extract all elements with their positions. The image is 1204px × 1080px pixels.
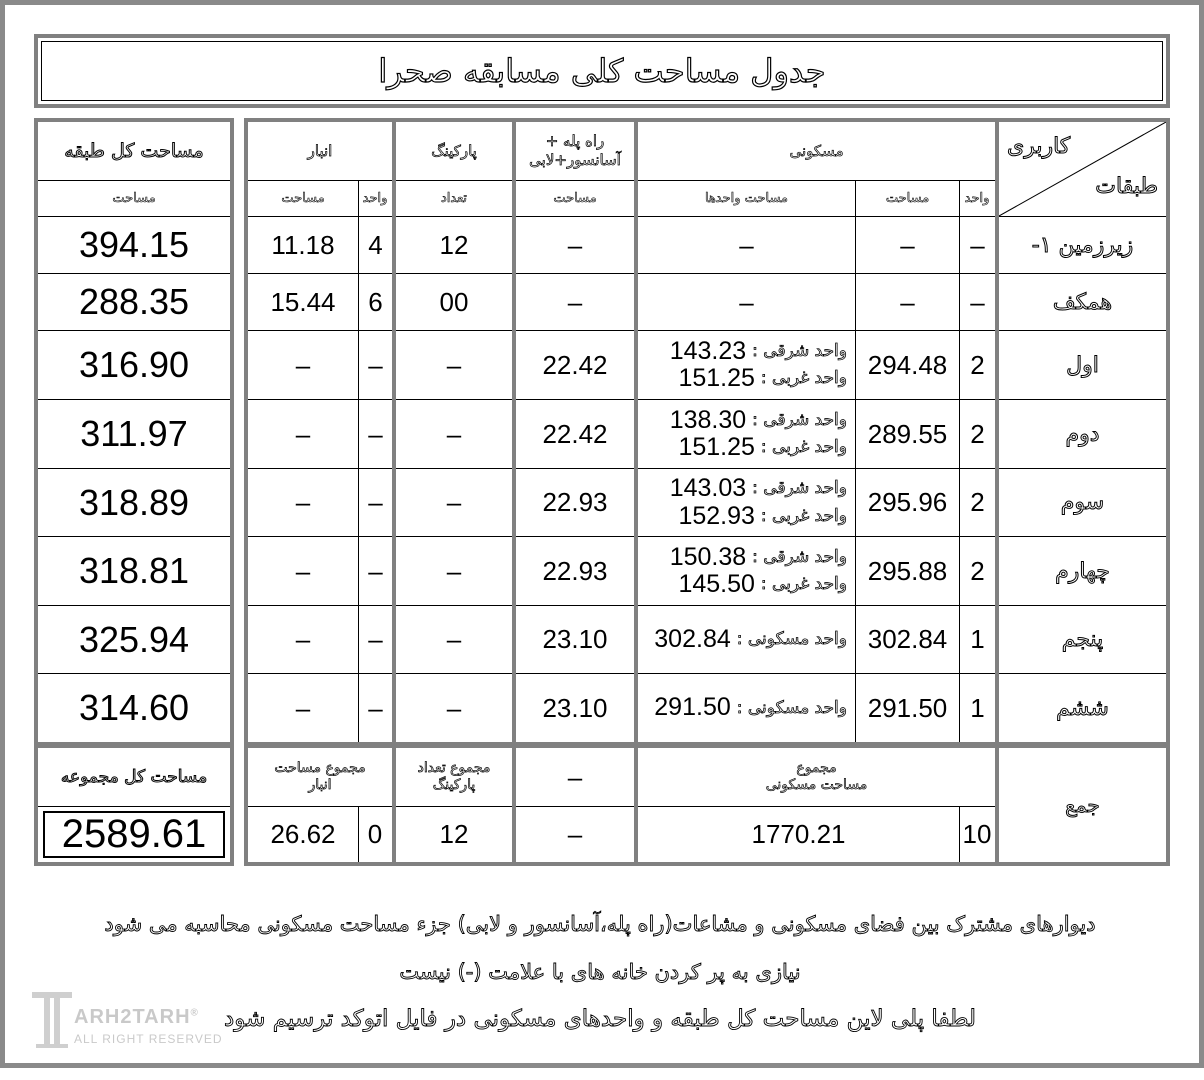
storage-units: – [368,418,383,449]
residential-area: – [900,229,915,260]
east-unit-label: واحد شرقی : [752,409,847,430]
east-unit-area: 138.30 [669,405,747,434]
grand-total-box [43,811,225,858]
east-unit-line [670,544,847,572]
totals-residential-header-line1: مجموع [796,759,837,776]
residential-area: 302.84 [867,624,948,654]
totals-label: جمع [1065,793,1100,817]
residential-units: 2 [970,555,985,586]
floor-name: دوم [1065,421,1100,447]
east-unit-line [670,338,847,366]
west-unit-label: واحد غربی : [760,368,847,389]
residential-unit-label: واحد مسکونی : [736,697,847,718]
storage-area: 11.18 [271,229,335,260]
total-area-subheader: مساحت [112,191,156,206]
residential-unit-area: 302.84 [654,624,731,653]
totals-storage-area: 26.62 [270,819,336,849]
totals-parking-header [396,748,512,806]
residential-unit-label: واحد مسکونی : [736,629,847,650]
floor-total-area: 316.90 [78,344,190,385]
parking-count: – [446,418,462,449]
residential-unit-line [654,626,847,654]
totals-parking-value: 12 [439,819,469,849]
title-box [34,34,1170,108]
residential-units: – [970,229,985,260]
floor-name: پنجم [1061,627,1104,652]
residential-units: 1 [970,692,985,723]
stair-header [516,122,634,180]
residential-header: مسکونی [789,141,844,160]
floor-name: همکف [1052,289,1113,315]
usage-floors-header [999,122,1166,216]
residential-area: 289.55 [867,418,948,449]
total-floor-area-header: مساحت کل طبقه [64,140,204,162]
east-unit-area: 143.03 [669,474,747,502]
page-title: جدول مساحت کلی مسابقه صحرا [378,52,826,90]
totals-residential-area: 1770.21 [751,819,846,849]
east-unit-label: واحد شرقی : [752,546,847,567]
totals-stair-value: – [567,819,583,849]
residential-units: 2 [970,487,985,517]
residential-units-header: واحد [964,191,990,206]
stair-area: 23.10 [542,692,608,723]
west-unit-area: 145.50 [678,570,755,598]
west-unit-area: 151.25 [678,364,755,392]
unit-areas-header: مساحت واحدها [704,191,789,206]
parking-count: – [446,349,462,380]
storage-header: انبار [307,141,333,160]
west-unit-line [678,571,847,599]
storage-area: – [295,487,311,517]
floor-total-area: 394.15 [78,224,190,265]
stair-header-line1: راه پله + [545,132,605,151]
storage-area: – [295,349,311,380]
west-unit-line [678,503,847,531]
stair-area: 22.93 [542,487,608,517]
residential-unit-line [654,694,847,722]
note-dash-cells: نیازی به پر کردن خانه های با علامت (-) نیست [399,960,801,984]
floor-name: زیرزمین ۱- [1031,232,1134,258]
parking-count: 12 [439,229,469,260]
east-unit-line [670,475,847,503]
west-unit-area: 152.93 [678,501,755,530]
storage-area: – [295,555,311,586]
totals-stair-header: – [567,761,583,792]
unit-breakdown [638,537,855,605]
storage-area-header: مساحت [281,191,325,206]
totals-residential-header-line2: مساحت مسکونی [765,777,868,793]
parking-count: – [446,555,462,586]
floors-header: طبقات [1095,174,1158,199]
residential-units: 2 [970,349,985,380]
residential-area: 294.48 [867,349,948,380]
totals-storage-header-line2: انبار [308,777,332,793]
storage-area: 15.44 [270,286,336,317]
parking-count: 00 [439,286,469,317]
residential-area: 295.96 [867,487,948,517]
storage-area: – [295,418,311,449]
totals-residential-units: 10 [962,819,992,849]
stair-area: – [567,229,583,260]
residential-area-header: مساحت [885,191,930,206]
residential-units: – [970,286,985,317]
residential-units: 2 [970,418,985,449]
east-unit-label: واحد شرقی : [752,340,847,361]
residential-area: 291.50 [867,692,948,723]
watermark-brand: ARH2TARH® [74,1006,199,1028]
stair-area: 22.93 [542,555,608,586]
floor-total-area: 318.89 [78,481,190,523]
unit-breakdown: – [739,229,754,260]
stair-header-line2: آسانسور+لابی [529,151,621,169]
stair-area: 22.42 [542,418,608,449]
watermark-logo [30,988,230,1052]
stair-area: 23.10 [542,624,608,654]
west-unit-line [678,365,847,393]
west-unit-label: واحد غربی : [760,505,847,526]
floor-name: چهارم [1055,558,1110,584]
residential-area: 295.88 [867,555,948,586]
storage-units: – [368,692,383,723]
column-logo-icon [30,990,74,1050]
unit-breakdown [638,606,855,673]
storage-area: – [295,624,311,654]
storage-units: 6 [368,286,383,317]
totals-parking-header-line1: مجموع تعداد [417,759,491,776]
floor-total-area: 288.35 [78,281,190,322]
parking-count: – [446,692,462,723]
unit-breakdown [638,331,855,399]
west-unit-line [678,434,847,462]
totals-storage-units: 0 [367,819,383,849]
grand-total-value: 2589.61 [61,812,207,856]
east-unit-area: 150.38 [669,542,747,571]
floor-total-area: 314.60 [78,687,190,728]
storage-units: – [368,349,383,380]
note-polyline: لطفا پلی لاین مساحت کل طبقه و واحدهای مسکونی در فایل اتوکد ترسیم شود [224,1006,976,1032]
storage-units: – [368,555,383,586]
stair-area-header: مساحت [553,191,597,206]
unit-breakdown [638,400,855,468]
totals-residential-header [638,748,995,806]
storage-units-header: واحد [362,191,388,206]
residential-unit-area: 291.50 [654,693,731,722]
totals-storage-header-line1: مجموع مساحت [274,759,366,776]
storage-area: – [295,692,311,723]
stair-area: – [567,286,583,317]
totals-storage-header [248,748,392,806]
floor-name: سوم [1060,490,1105,515]
floor-total-area: 318.81 [78,550,190,591]
east-unit-area: 143.23 [669,336,747,365]
floor-name: ششم [1056,695,1109,721]
unit-breakdown [638,469,855,536]
note-common-walls: دیوارهای مشترک بین فضای مسکونی و مشاعات(راه پله،آسانسور و لابی) جزء مساحت مسکونی محاسبه می شود [104,912,1096,936]
east-unit-line [670,407,847,435]
storage-units: – [368,487,383,517]
unit-breakdown [638,674,855,742]
unit-breakdown: – [739,286,754,317]
totals-parking-header-line2: پارکینگ [432,777,476,793]
floor-name: اول [1066,352,1099,378]
usage-header: کاربری [1007,134,1071,159]
parking-count: – [446,487,462,517]
east-unit-label: واحد شرقی : [752,478,847,499]
grand-total-header: مساحت کل مجموعه [60,767,208,787]
residential-area: – [900,286,915,317]
grand-total-cell [38,807,230,862]
storage-units: 4 [368,229,383,260]
storage-units: – [368,624,383,654]
floor-total-area: 325.94 [78,618,190,660]
parking-count-header: تعداد [440,191,468,206]
floor-total-area: 311.97 [80,413,188,454]
residential-units: 1 [970,624,985,654]
west-unit-label: واحد غربی : [760,574,847,595]
west-unit-label: واحد غربی : [760,437,847,458]
watermark-tagline: ALL RIGHT RESERVED [74,1032,223,1046]
west-unit-area: 151.25 [678,433,755,461]
parking-count: – [446,624,462,654]
parking-header: پارکینگ [431,141,477,160]
stair-area: 22.42 [542,349,608,380]
